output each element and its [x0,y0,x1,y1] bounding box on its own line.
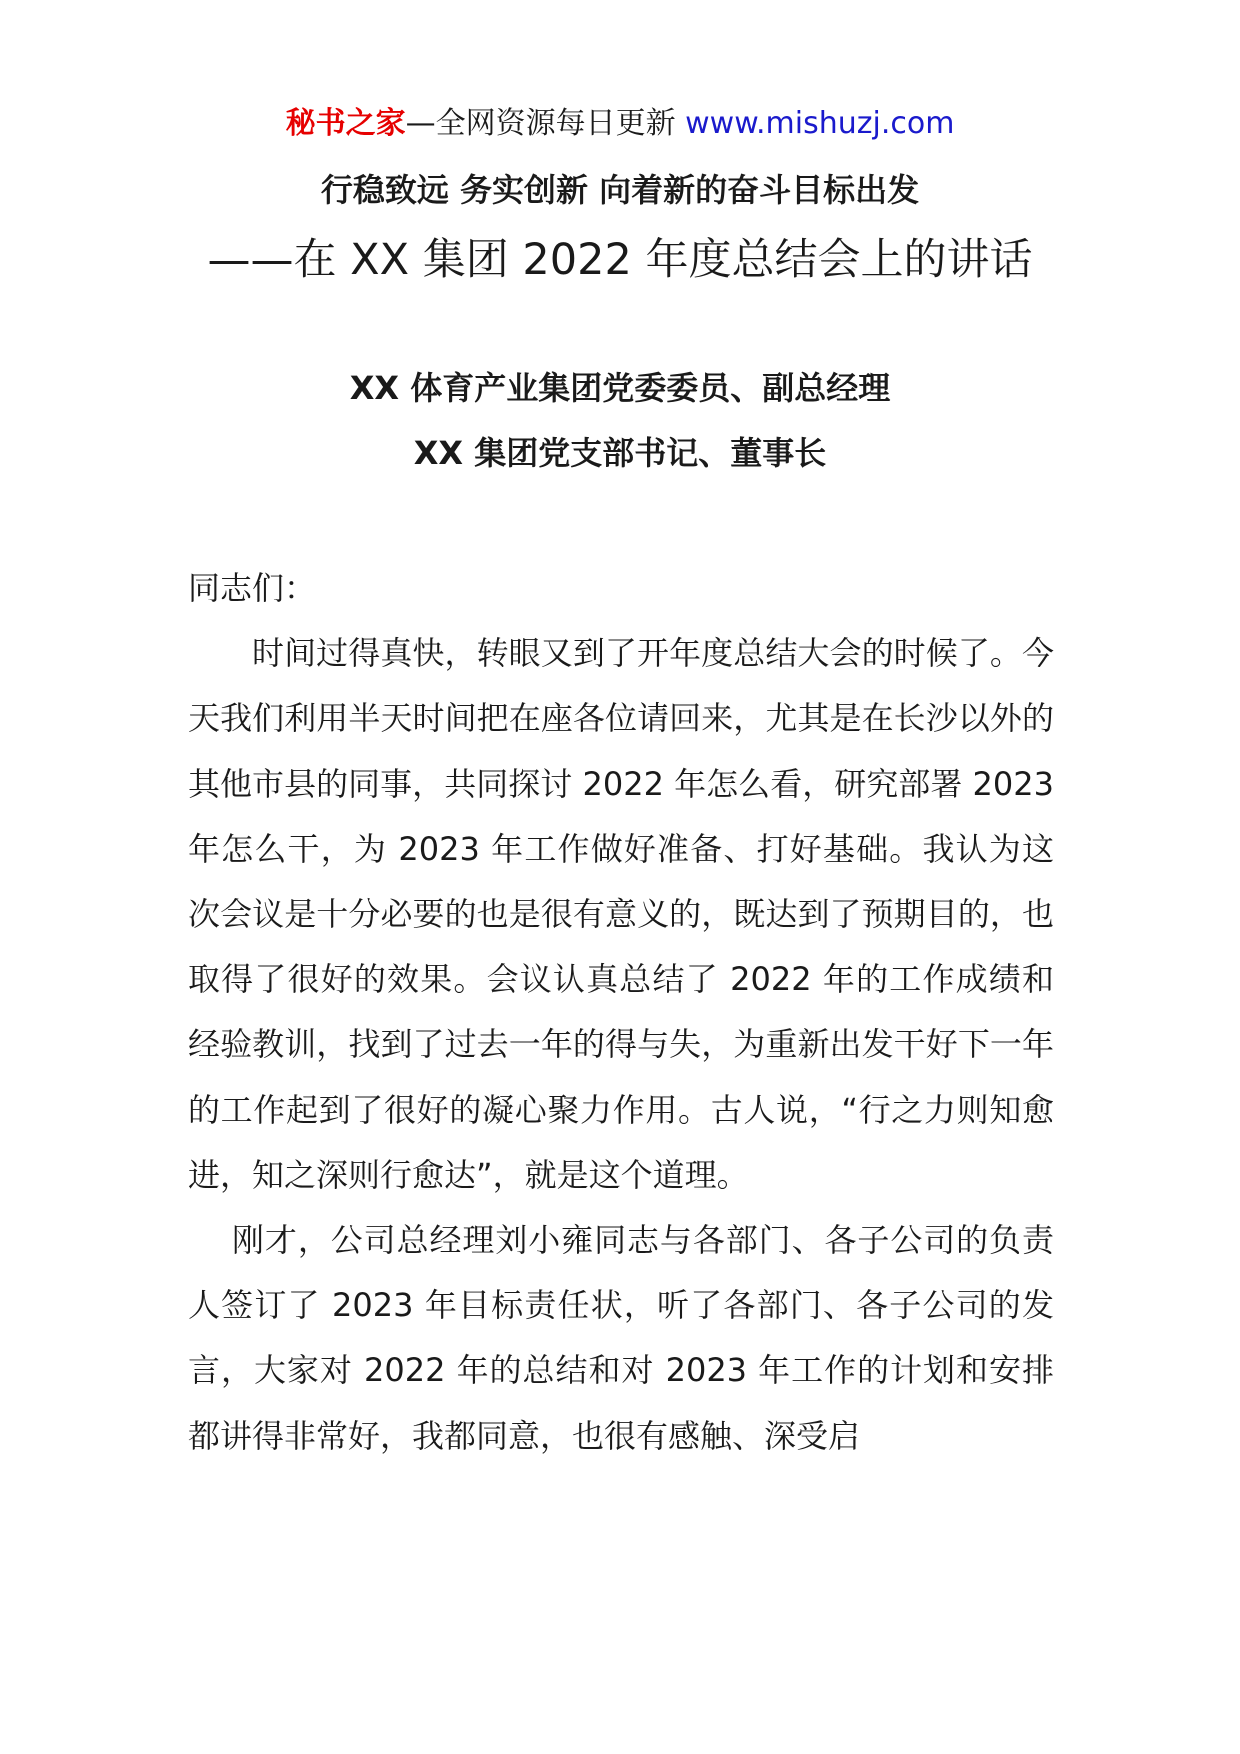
document-subtitle: ——在 XX 集团 2022 年度总结会上的讲话 [207,235,1033,285]
site-url-link[interactable]: www.mishuzj.com [685,106,955,141]
author-position-1: XX 体育产业集团党委委员、副总经理 [349,369,891,407]
document-title: 行稳致远 务实创新 向着新的奋斗目标出发 [320,171,920,209]
paragraph-1: 时间过得真快，转眼又到了开年度总结大会的时候了。今天我们利用半天时间把在座各位请回来，尤其是在长沙以外的其他市县的同事，共同探讨 2022 年怎么看，研究部署 2023 年怎么干，为 2023 年工作做好准备、打好基础。我认为这次会议是十分必要的也是很有意义的，既达到了预期目的，也取得了很好的效果。会议认真总结了 2022 年的工作成绩和经验教训，找到了过去一年的得与失，为重新出发干好下一年的工作起到了很好的凝心聚力作用。古人说，“行之力则知愈进，知之深则行愈达”，就是这个道理。 [188,634,1054,1194]
site-header [0,102,1240,146]
brand-name: 秘书之家 [285,106,406,141]
greeting: 同志们： [188,569,317,607]
author-position-2: XX 集团党支部书记、董事长 [413,434,827,472]
paragraph-2: 刚才，公司总经理刘小雍同志与各部门、各子公司的负责人签订了 2023 年目标责任状，听了各部门、各子公司的发言，大家对 2022 年的总结和对 2023 年工作的计划和安排都讲得非常好，我都同意，也很有感触、深受启 [188,1221,1054,1455]
header-tagline: —全网资源每日更新 [405,106,686,141]
speech-body [188,556,1054,1469]
